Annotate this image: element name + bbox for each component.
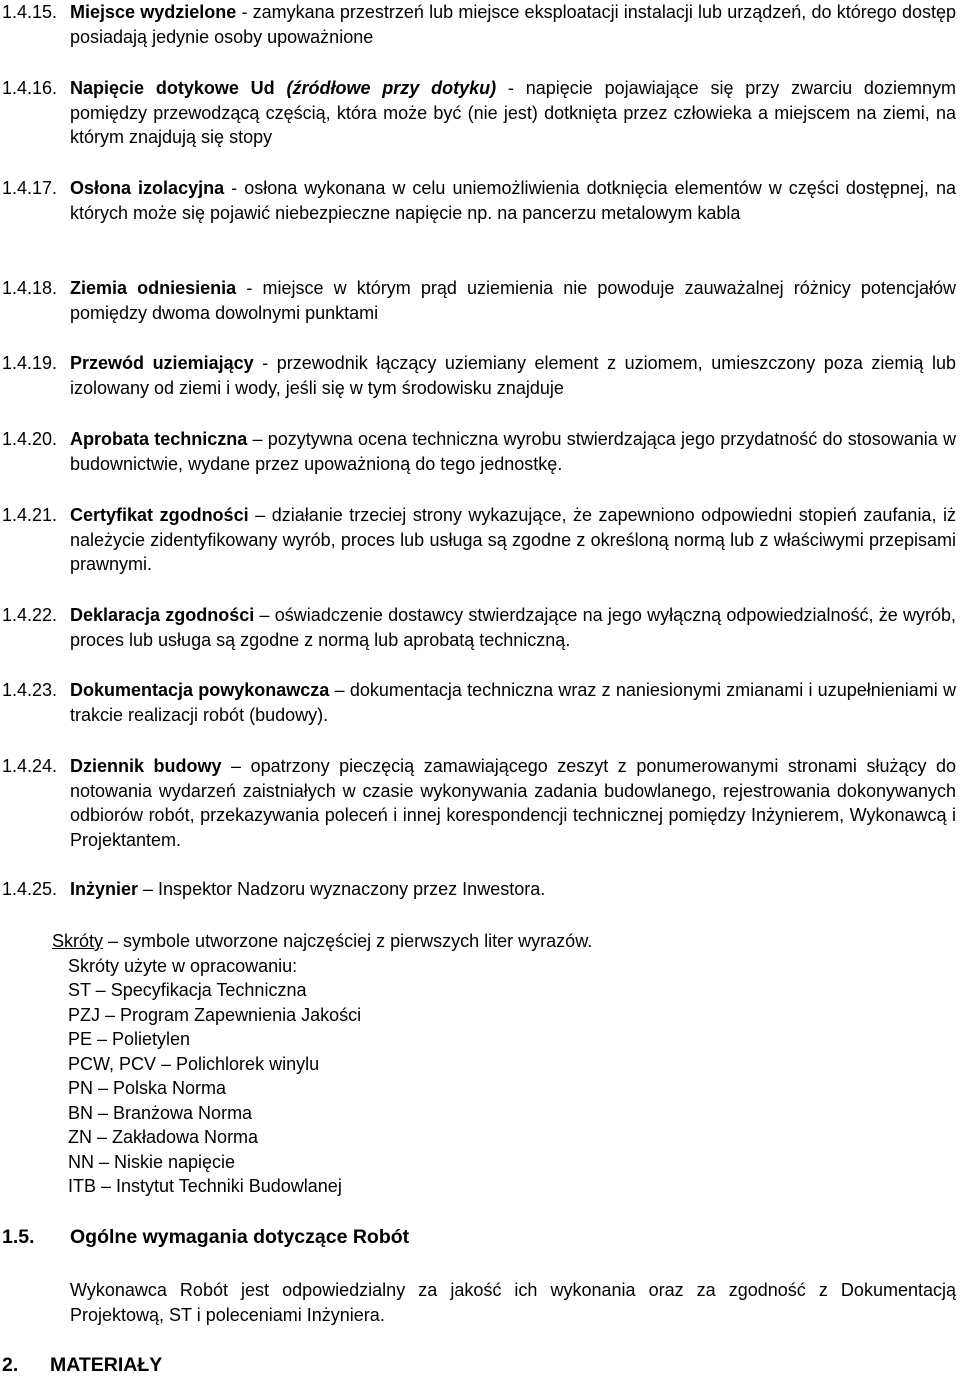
definition-text: zamykana przestrzeń lub miejsce eksploatacji instalacji lub urządzeń, do którego dostęp posiadają jedynie osoby upoważnione [70, 2, 956, 47]
section-number: 1.5. [2, 1226, 35, 1248]
definition-1-4-24 [2, 754, 956, 852]
definition-body [70, 503, 956, 577]
definition-term: Deklaracja zgodności [70, 605, 255, 625]
section-heading-2 [2, 1353, 302, 1378]
definition-1-4-15 [2, 0, 956, 49]
definition-1-4-20 [2, 427, 956, 476]
definition-body [70, 877, 956, 902]
definition-number: 1.4.20. [2, 429, 58, 449]
definition-text: napięcie pojawiające się przy zwarciu doziemnym pomiędzy przewodzącą częścią, która może być (nie jest) dotknięta przez człowieka a miejscem na ziemi, na którym znajdują się stopy [70, 78, 956, 147]
definition-separator: - [236, 2, 253, 22]
abbreviations-block [52, 929, 592, 1199]
definition-1-4-18 [2, 276, 956, 325]
definition-body [70, 0, 956, 49]
section-number: 2. [2, 1354, 19, 1376]
definition-separator: – [248, 505, 272, 525]
definition-body [70, 76, 956, 150]
definition-number: 1.4.17. [2, 178, 58, 198]
definition-separator: - [224, 178, 245, 198]
definition-1-4-17 [2, 176, 956, 225]
definition-term: Osłona izolacyjna [70, 178, 225, 198]
abbreviations-heading-line [52, 929, 592, 954]
definition-separator: – [254, 605, 275, 625]
definition-separator: - [496, 78, 526, 98]
definition-term: Aprobata techniczna [70, 429, 248, 449]
definition-body [70, 276, 956, 325]
definition-separator: – [138, 879, 159, 899]
definition-body [70, 678, 956, 727]
definition-1-4-23 [2, 678, 956, 727]
definition-number: 1.4.15. [2, 2, 58, 22]
definition-number: 1.4.18. [2, 278, 58, 298]
definition-term-qualifier: (źródłowe przy dotyku) [286, 78, 497, 98]
definition-separator: - [236, 278, 263, 298]
definition-body [70, 754, 956, 852]
definition-separator: – [247, 429, 268, 449]
definition-separator: – [329, 680, 350, 700]
abbreviation-item: BN – Branżowa Norma [68, 1102, 253, 1123]
definition-separator: - [253, 353, 277, 373]
definition-1-4-25 [2, 877, 956, 902]
abbreviation-item: PN – Polska Norma [68, 1078, 227, 1098]
abbreviation-item: PE – Polietylen [68, 1029, 191, 1049]
definition-term: Przewód uziemiający [70, 353, 254, 373]
definition-number: 1.4.22. [2, 605, 58, 625]
definition-term: Napięcie dotykowe Ud [70, 78, 275, 98]
section-title: Ogólne wymagania dotyczące Robót [70, 1226, 410, 1248]
definition-number: 1.4.21. [2, 505, 58, 525]
definition-term: Certyfikat zgodności [70, 505, 249, 525]
definition-term: Inżynier [70, 879, 139, 899]
abbreviation-item: ZN – Zakładowa Norma [68, 1127, 259, 1147]
definition-number: 1.4.24. [2, 756, 58, 776]
definition-text: działanie trzeciej strony wykazujące, że zapewniono odpowiedni stopień zaufania, iż należycie zidentyfikowany wyrób, proces lub usługa są zgodne z określoną normą lub z właściwymi przepisami prawnymi. [70, 505, 956, 574]
definition-body [70, 427, 956, 476]
definition-body [70, 603, 956, 652]
definition-text: przewodnik łączący uziemiany element z uziomem, umieszczony poza ziemią lub izolowany od ziemi i wody, jeśli się w tym środowisku znajduje [70, 353, 956, 398]
abbreviation-item: PCW, PCV – Polichlorek winylu [68, 1053, 320, 1074]
abbreviation-item: PZJ – Program Zapewnienia Jakości [68, 1004, 362, 1025]
definition-text: opatrzony pieczęcią zamawiającego zeszyt z ponumerowanymi stronami służący do notowania wydarzeń zaistniałych w czasie wykonywania zadania budowlanego, rejestrowania dokonywanych odbiorów robót, przekazywania poleceń i innej korespondencji technicznej pomiędzy Inżynierem, Wykonawcą i Projektantem. [70, 756, 956, 850]
definition-1-4-16 [2, 76, 956, 150]
definition-text: pozytywna ocena techniczna wyrobu stwierdzająca jego przydatność do stosowania w budownictwie, wydane przez upoważnioną do tego jednostkę. [70, 429, 957, 474]
abbreviation-item: ITB – Instytut Techniki Budowlanej [68, 1176, 342, 1196]
definition-term: Ziemia odniesienia [70, 278, 237, 298]
definition-number: 1.4.23. [2, 680, 58, 700]
abbreviation-item: ST – Specyfikacja Techniczna [68, 980, 307, 1000]
definition-term: Dziennik budowy [70, 756, 222, 776]
definition-text: osłona wykonana w celu uniemożliwienia dotknięcia elementów w części dostępnej, na których może się pojawić niebezpieczne napięcie np. na pancerzu metalowym kabla [70, 178, 956, 223]
definition-term: Miejsce wydzielone [70, 2, 237, 22]
definition-body [70, 176, 956, 225]
definition-body [70, 351, 956, 400]
definition-text: Inspektor Nadzoru wyznaczony przez Inwestora. [158, 879, 546, 899]
definition-term: Dokumentacja powykonawcza [70, 680, 330, 700]
definition-text: miejsce w którym prąd uziemienia nie powoduje zauważalnej różnicy potencjałów pomiędzy dwoma dowolnymi punktami [70, 278, 956, 323]
abbreviations-heading-text: – symbole utworzone najczęściej z pierwszych liter wyrazów. [103, 931, 593, 951]
abbreviations-heading: Skróty [52, 931, 104, 951]
definition-number: 1.4.25. [2, 879, 58, 899]
section-paragraph: Wykonawca Robót jest odpowiedzialny za jakość ich wykonania oraz za zgodność z Dokumentacją Projektową, ST i poleceniami Inżyniera. [70, 1280, 956, 1325]
abbreviations-intro: Skróty użyte w opracowaniu: [68, 955, 298, 976]
definition-1-4-21 [2, 503, 956, 577]
definition-separator: – [221, 756, 251, 776]
definition-number: 1.4.16. [2, 78, 58, 98]
definition-1-4-19 [2, 351, 956, 400]
abbreviation-item: NN – Niskie napięcie [68, 1151, 236, 1172]
definition-text: oświadczenie dostawcy stwierdzające na jego wyłączną odpowiedzialność, że wyrób, proces lub usługa są zgodne z normą lub aprobatą techniczną. [70, 605, 956, 650]
definition-text: dokumentacja techniczna wraz z naniesionymi zmianami i uzupełnieniami w trakcie realizacji robót (budowy). [70, 680, 956, 725]
definition-number: 1.4.19. [2, 353, 58, 373]
section-title: MATERIAŁY [50, 1354, 163, 1376]
definition-1-4-22 [2, 603, 956, 652]
section-heading-1-5 [2, 1225, 902, 1250]
